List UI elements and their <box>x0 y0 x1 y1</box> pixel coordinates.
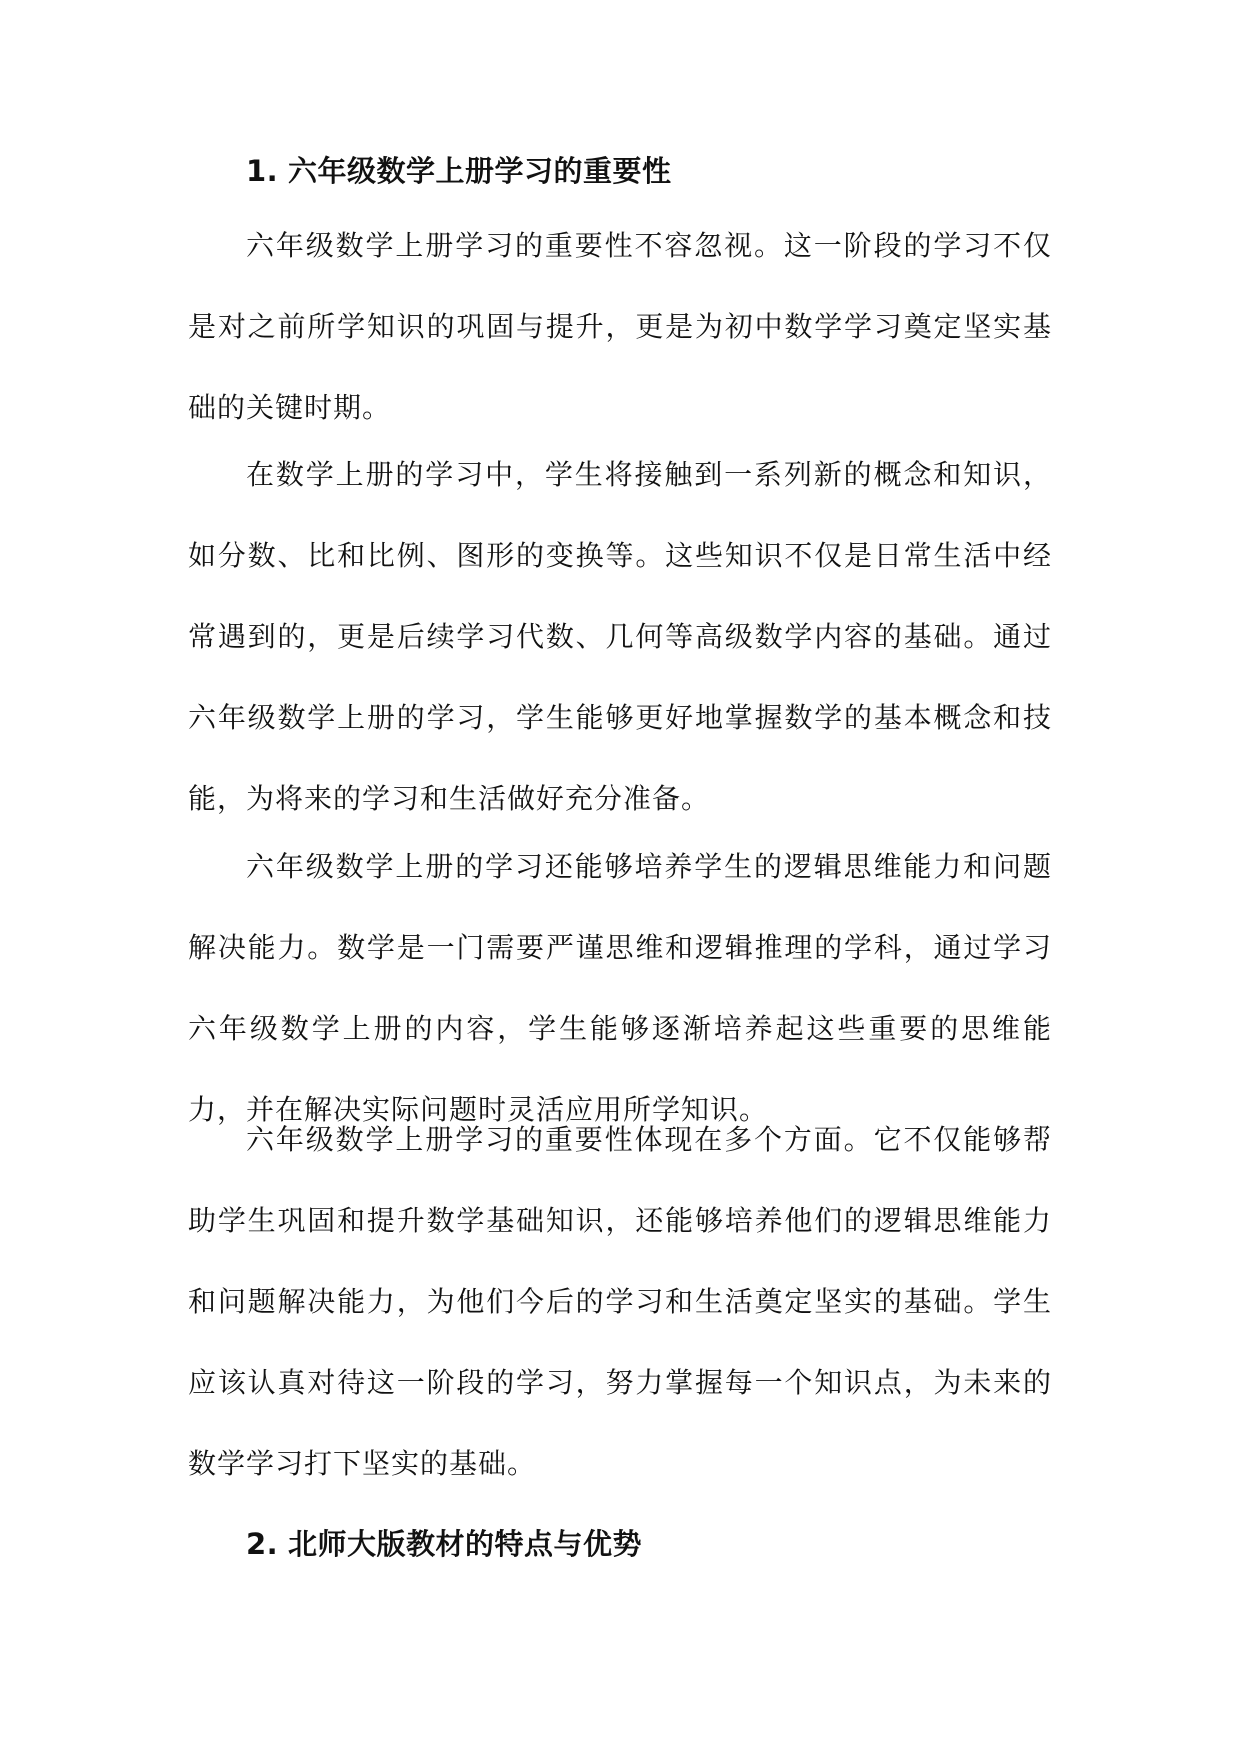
section-number-1: 1. <box>246 154 279 188</box>
section-title-2: 北师大版教材的特点与优势 <box>288 1527 643 1561</box>
section-heading-1 <box>246 151 672 191</box>
section-title-1: 六年级数学上册学习的重要性 <box>288 154 672 188</box>
paragraph-2: 在数学上册的学习中，学生将接触到一系列新的概念和知识，如分数、比和比例、图形的变换等。这些知识不仅是日常生活中经常遇到的，更是后续学习代数、几何等高级数学内容的基础。通过六年级数学上册的学习，学生能够更好地掌握数学的基本概念和技能，为将来的学习和生活做好充分准备。 <box>188 458 1052 815</box>
section-number-2: 2. <box>246 1527 279 1561</box>
section-heading-2 <box>246 1524 642 1564</box>
paragraph-1: 六年级数学上册学习的重要性不容忽视。这一阶段的学习不仅是对之前所学知识的巩固与提升，更是为初中数学学习奠定坚实基础的关键时期。 <box>188 229 1052 424</box>
paragraph-3: 六年级数学上册的学习还能够培养学生的逻辑思维能力和问题解决能力。数学是一门需要严谨思维和逻辑推理的学科，通过学习六年级数学上册的内容，学生能够逐渐培养起这些重要的思维能力，并在解决实际问题时灵活应用所学知识。 <box>188 850 1052 1126</box>
paragraph-4: 六年级数学上册学习的重要性体现在多个方面。它不仅能够帮助学生巩固和提升数学基础知识，还能够培养他们的逻辑思维能力和问题解决能力，为他们今后的学习和生活奠定坚实的基础。学生应该认真对待这一阶段的学习，努力掌握每一个知识点，为未来的数学学习打下坚实的基础。 <box>188 1123 1052 1480</box>
